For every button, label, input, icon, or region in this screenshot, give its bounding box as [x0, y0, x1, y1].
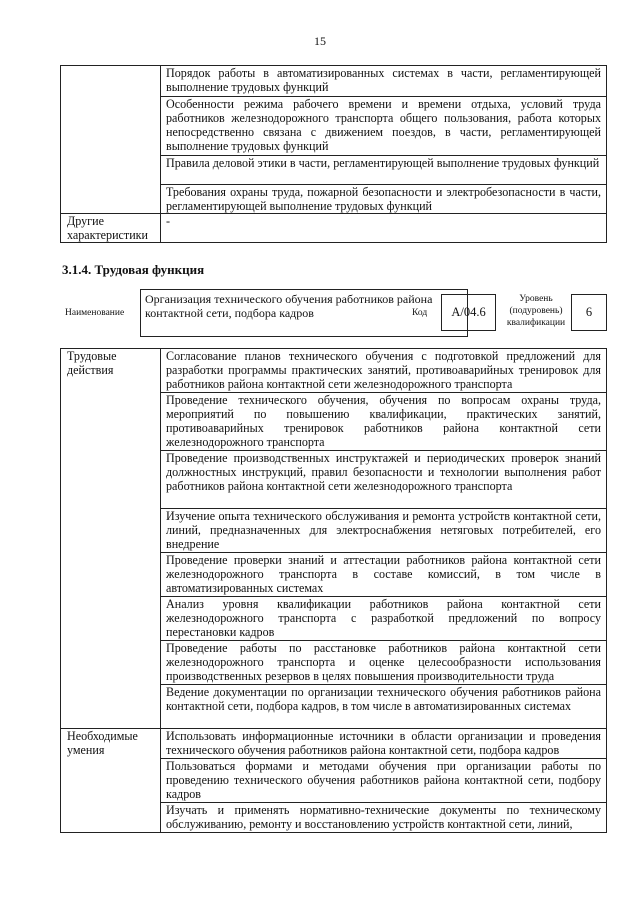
table-row — [61, 349, 607, 393]
table-cell: Анализ уровня квалификации работников района контактной сети железнодорожного транспорта с разработкой предложений по вопросу перестановки кадров — [161, 597, 607, 641]
table-cell: Проведение проверки знаний и аттестации работников района контактной сети железнодорожного транспорта в составе комиссий, в том числе в автоматизированных системах — [161, 553, 607, 597]
table-row — [61, 729, 607, 759]
table-row — [61, 66, 607, 97]
table-cell: Использовать информационные источники в области организации и проведения технического обучения работников района контактной сети, подбора кадров — [161, 729, 607, 759]
name-label: Наименование — [65, 308, 125, 318]
labor-actions-label: Трудовые действия — [61, 349, 161, 729]
section-heading: 3.1.4. Трудовая функция — [62, 262, 205, 277]
knowledge-table-continued — [60, 65, 607, 243]
table-cell: Согласование планов технического обучения с подготовкой предложений для разработки программы практических занятий, противоаварийных тренировок для работников района контактной сети железнодорожного транспорта — [161, 349, 607, 393]
labor-function-header — [60, 289, 607, 339]
table-cell: Ведение документации по организации технического обучения работников района контактной сети, подбора кадров, в том числе в автоматизированных системах — [161, 685, 607, 729]
table-cell: Правила деловой этики в части, регламентирующей выполнение трудовых функций — [161, 156, 607, 185]
function-name-value: Организация технического обучения работников района контактной сети, подбора кадров — [140, 289, 468, 337]
table-cell: Требования охраны труда, пожарной безопасности и электробезопасности в части, регламентирующей выполнение трудовых функций — [161, 185, 607, 214]
table-cell: Проведение производственных инструктажей и периодических проверок знаний должностных инструкций, правил безопасности и технологии выполнения работ работников района контактной сети железнодорожного транспорта — [161, 451, 607, 509]
other-characteristics-label: Другие характеристики — [61, 214, 161, 243]
knowledge-label-cell — [61, 66, 161, 214]
table-cell: Изучать и применять нормативно-технические документы по техническому обслуживанию, ремонту и восстановлению устройств контактной сети, линий, — [161, 803, 607, 833]
qualification-level-label: Уровень (подуровень) квалификации — [506, 294, 566, 328]
table-cell: Особенности режима рабочего времени и времени отдыха, условий труда работников железнодорожного транспорта общего пользования, работа которых непосредственно связана с движением поездов, в части, регламентирующей выполнение трудовых функций — [161, 97, 607, 156]
other-characteristics-value: - — [161, 214, 607, 243]
table-cell: Пользоваться формами и методами обучения при организации работы по проведению технического обучения работников района контактной сети, подбору кадров — [161, 759, 607, 803]
code-label: Код — [412, 308, 428, 318]
required-skills-label: Необходимые умения — [61, 729, 161, 833]
qualification-level-value: 6 — [571, 294, 607, 331]
table-cell: Порядок работы в автоматизированных системах в части, регламентирующей выполнение трудовых функций — [161, 66, 607, 97]
table-cell: Проведение технического обучения, обучения по вопросам охраны труда, мероприятий по повышению квалификации, практических занятий, противоаварийных тренировок работников района контактной сети железнодорожного транспорта — [161, 393, 607, 451]
labor-function-table — [60, 348, 607, 833]
table-cell: Изучение опыта технического обслуживания и ремонта устройств контактной сети, линий, предназначенных для электроснабжения нетяговых потребителей, его внедрение — [161, 509, 607, 553]
page-number: 15 — [314, 34, 326, 48]
table-cell: Проведение работы по расстановке работников района контактной сети железнодорожного транспорта и оценке целесообразности использования производственных резервов в целях повышения производительности труда — [161, 641, 607, 685]
table-row — [61, 214, 607, 243]
code-value: A/04.6 — [441, 294, 496, 331]
